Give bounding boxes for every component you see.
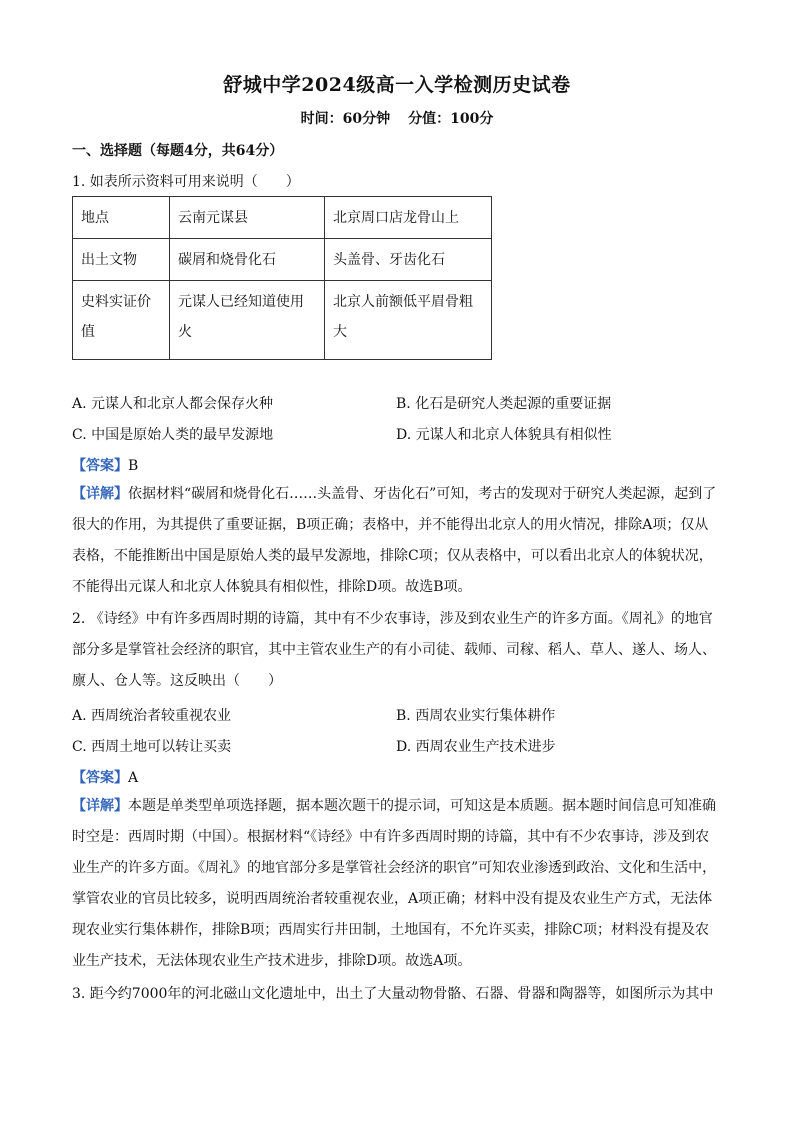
- table-row: [73, 239, 492, 281]
- table-row: [73, 281, 492, 360]
- answer-tag: 【答案】: [72, 770, 128, 786]
- question-1-option-d: D. 元谋人和北京人体貌具有相似性: [396, 427, 612, 443]
- answer-tag: 【答案】: [72, 458, 128, 474]
- question-2-option-c: C. 西周土地可以转让买卖: [72, 739, 232, 755]
- detail-text: 本题是单类型单项选择题，据本题次题干的提示词，可知这是本质题。据本题时间信息可知准确时空是：西周时期（中国）。根据材料“《诗经》中有许多西周时期的诗篇，其中有不少农事诗，涉及到农业生产的许多方面。《周礼》的地官部分多是掌管社会经济的职官”可知农业渗透到政治、文化和生活中，掌管农业的官员比较多，说明西周统治者较重视农业，A项正确；材料中没有提及农业生产方式，无法体现农业实行集体耕作，排除B项；西周实行井田制，土地国有，不允许买卖，排除C项；材料没有提及农业生产技术，无法体现农业生产技术进步，排除D项。故选A项。: [72, 798, 717, 969]
- question-1-option-a: A. 元谋人和北京人都会保存火种: [72, 396, 274, 412]
- question-1-detail: [72, 479, 718, 603]
- exam-title: 舒城中学2024级高一入学检测历史试卷: [223, 74, 571, 96]
- answer-value: A: [128, 770, 139, 786]
- table-cell: 头盖骨、牙齿化石: [325, 239, 492, 281]
- question-2-stem: 2. 《诗经》中有许多西周时期的诗篇，其中有不少农事诗，涉及到农业生产的许多方面。《周礼》的地官部分多是掌管社会经济的职官，其中主管农业生产的有小司徒、载师、司稼、稻人、草人、遂人、场人、廪人、仓人等。这反映出（ ）: [72, 611, 716, 689]
- table-cell: 北京人前额低平眉骨粗大: [325, 281, 492, 360]
- table-cell: 元谋人已经知道使用火: [170, 281, 325, 360]
- question-3-stem: 3. 距今约7000年的河北磁山文化遗址中，出土了大量动物骨骼、石器、骨器和陶器等，如图所示为其中: [72, 986, 714, 1002]
- table-cell: 碳屑和烧骨化石: [170, 239, 325, 281]
- exam-score: 分值：100分: [408, 111, 494, 127]
- answer-value: B: [128, 458, 139, 474]
- question-1-table: [72, 196, 492, 360]
- exam-time: 时间：60分钟: [300, 111, 391, 127]
- exam-subtitle: [0, 108, 794, 128]
- question-1-answer: [72, 455, 138, 475]
- question-1-stem: 1. 如表所示资料可用来说明（ ）: [72, 174, 300, 190]
- table-cell: 北京周口店龙骨山上: [325, 197, 492, 239]
- question-2-option-b: B. 西周农业实行集体耕作: [396, 708, 556, 724]
- detail-tag: 【详解】: [72, 486, 128, 502]
- detail-text: 依据材料“碳屑和烧骨化石……头盖骨、牙齿化石”可知，考古的发现对于研究人类起源，起到了很大的作用，为其提供了重要证据，B项正确；表格中，并不能得出北京人的用火情况，排除A项；仅从表格，不能推断出中国是原始人类的最早发源地，排除C项；仅从表格中，可以看出北京人的体貌状况，不能得出元谋人和北京人体貌具有相似性，排除D项。故选B项。: [72, 486, 717, 595]
- question-1-option-b: B. 化石是研究人类起源的重要证据: [396, 396, 612, 412]
- question-2-option-a: A. 西周统治者较重视农业: [72, 708, 232, 724]
- table-row: [73, 197, 492, 239]
- question-1-option-c: C. 中国是原始人类的最早发源地: [72, 427, 274, 443]
- table-cell: 出土文物: [73, 239, 170, 281]
- question-2-answer: [72, 767, 138, 787]
- question-2-detail: [72, 791, 718, 977]
- table-cell: 史料实证价值: [73, 281, 170, 360]
- table-cell: 云南元谋县: [170, 197, 325, 239]
- table-cell: 地点: [73, 197, 170, 239]
- question-2-option-d: D. 西周农业生产技术进步: [396, 739, 556, 755]
- section-title: 一、选择题（每题4分，共64分）: [72, 143, 284, 159]
- detail-tag: 【详解】: [72, 798, 128, 814]
